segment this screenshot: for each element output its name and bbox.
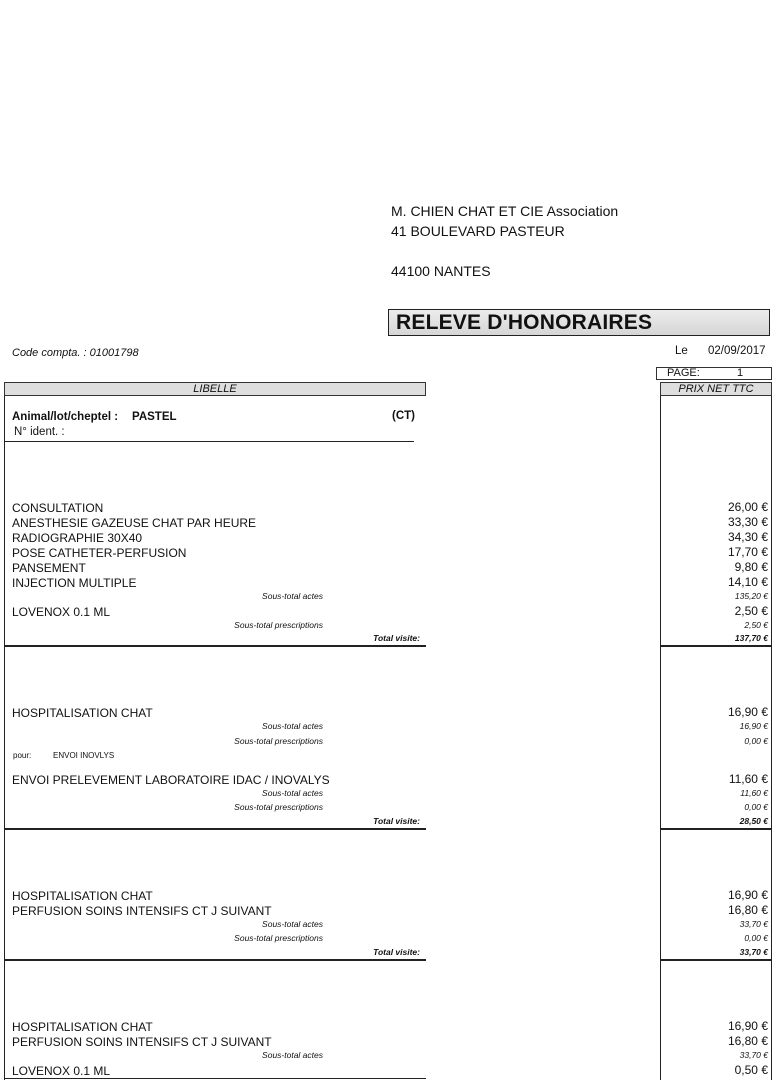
total-visite-label: Total visite: — [373, 633, 420, 643]
line-price: 33,30 € — [727, 515, 768, 529]
animal-label: Animal/lot/cheptel : — [12, 411, 119, 423]
subtotal-actes-label: Sous-total actes — [262, 919, 323, 929]
line-item: INJECTION MULTIPLE — [12, 576, 137, 590]
prescription-price: 2,50 € — [734, 604, 768, 618]
visit-separator-price — [660, 959, 772, 961]
line-item: RADIOGRAPHIE 30X40 — [12, 531, 143, 545]
code-compta: Code compta. : 01001798 — [12, 347, 139, 359]
subtotal-prescriptions-value: 0,00 € — [744, 802, 768, 812]
line-price: 16,90 € — [727, 1019, 768, 1033]
line-item: ENVOI PRELEVEMENT LABORATOIRE IDAC / INOVALYS — [12, 773, 330, 787]
animal-separator — [4, 441, 414, 442]
subtotal-actes-value: 33,70 € — [739, 919, 768, 929]
line-item: POSE CATHETER-PERFUSION — [12, 546, 187, 560]
pour-label: pour: — [13, 751, 32, 760]
line-price: 17,70 € — [727, 545, 768, 559]
subtotal-prescriptions-value: 0,00 € — [744, 933, 768, 943]
animal-code: (CT) — [392, 410, 415, 422]
page-number: 1 — [737, 367, 744, 379]
price-left-border — [660, 396, 661, 1080]
date-value: 02/09/2017 — [708, 345, 766, 357]
recipient-street: 41 BOULEVARD PASTEUR — [391, 223, 565, 239]
subtotal-prescriptions-label: Sous-total prescriptions — [234, 620, 323, 630]
animal-ident-label: N° ident. : — [14, 426, 65, 438]
subtotal-actes-label: Sous-total actes — [262, 788, 323, 798]
recipient-name: M. CHIEN CHAT ET CIE Association — [391, 203, 619, 219]
line-price: 9,80 € — [734, 560, 768, 574]
line-price: 26,00 € — [727, 500, 768, 514]
line-item: ANESTHESIE GAZEUSE CHAT PAR HEURE — [12, 516, 257, 530]
subtotal-prescriptions-label: Sous-total prescriptions — [234, 802, 323, 812]
animal-name: PASTEL — [132, 411, 177, 423]
line-price: 11,60 € — [728, 772, 768, 786]
visit-separator — [4, 645, 426, 647]
document-title-box — [388, 309, 770, 336]
line-price: 34,30 € — [727, 530, 768, 544]
recipient-city: 44100 NANTES — [391, 263, 491, 279]
left-border — [4, 396, 5, 1080]
subtotal-actes-value: 135,20 € — [734, 591, 768, 601]
visit-separator — [4, 828, 426, 830]
page-label: PAGE: — [667, 367, 700, 379]
prescription-item: LOVENOX 0.1 ML — [12, 605, 111, 619]
line-price: 16,80 € — [727, 1034, 768, 1048]
line-item: PANSEMENT — [12, 561, 86, 575]
line-price: 14,10 € — [727, 575, 768, 589]
pour-value: ENVOI INOVLYS — [53, 751, 115, 760]
subtotal-actes-value: 11,60 € — [740, 788, 768, 798]
subtotal-prescriptions-label: Sous-total prescriptions — [234, 933, 323, 943]
bottom-line — [4, 1078, 426, 1079]
line-item: PERFUSION SOINS INTENSIFS CT J SUIVANT — [12, 904, 272, 918]
line-item: HOSPITALISATION CHAT — [12, 1020, 153, 1034]
line-item: CONSULTATION — [12, 501, 104, 515]
page-box — [656, 367, 772, 380]
line-price: 16,90 € — [727, 705, 768, 719]
line-item: HOSPITALISATION CHAT — [12, 889, 153, 903]
line-price: 16,80 € — [727, 903, 768, 917]
subtotal-actes-value: 16,90 € — [739, 721, 768, 731]
visit-separator-price — [660, 645, 772, 647]
subtotal-prescriptions-label: Sous-total prescriptions — [234, 736, 323, 746]
subtotal-actes-value: 33,70 € — [739, 1050, 768, 1060]
line-item: PERFUSION SOINS INTENSIFS CT J SUIVANT — [12, 1035, 272, 1049]
subtotal-actes-label: Sous-total actes — [262, 721, 323, 731]
visit-separator — [4, 959, 426, 961]
column-header-prix: PRIX NET TTC — [660, 382, 772, 396]
subtotal-actes-label: Sous-total actes — [262, 591, 323, 601]
document-title: RELEVE D'HONORAIRES — [396, 311, 653, 334]
subtotal-prescriptions-value: 0,00 € — [744, 736, 768, 746]
line-price: 16,90 € — [727, 888, 768, 902]
subtotal-prescriptions-value: 2,50 € — [744, 620, 768, 630]
prescription-item: LOVENOX 0.1 ML — [12, 1064, 111, 1078]
prescription-price: 0,50 € — [734, 1063, 768, 1077]
line-item: HOSPITALISATION CHAT — [12, 706, 153, 720]
total-visite-value: 33,70 € — [739, 947, 768, 957]
subtotal-actes-label: Sous-total actes — [262, 1050, 323, 1060]
total-visite-label: Total visite: — [373, 947, 420, 957]
price-right-border — [771, 396, 772, 1080]
total-visite-value: 137,70 € — [734, 633, 768, 643]
total-visite-label: Total visite: — [373, 816, 420, 826]
total-visite-value: 28,50 € — [739, 816, 768, 826]
date-label: Le — [675, 345, 688, 357]
column-header-libelle: LIBELLE — [4, 382, 426, 396]
visit-separator-price — [660, 828, 772, 830]
